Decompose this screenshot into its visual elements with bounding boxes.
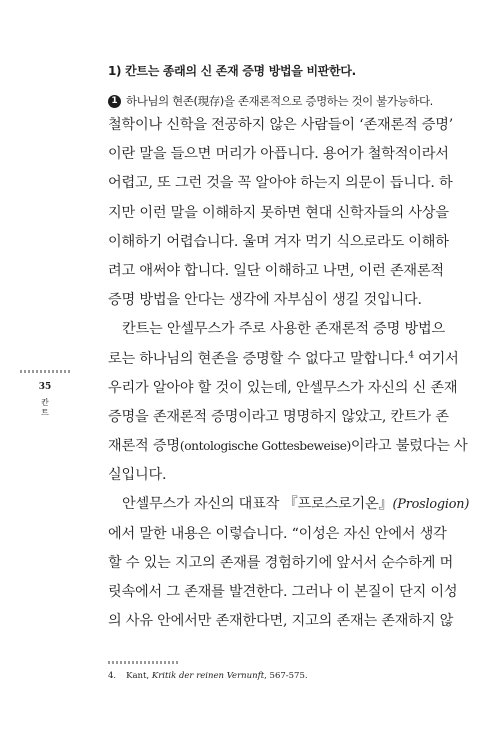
number-badge-icon: 1 — [108, 95, 121, 108]
text-line — [108, 345, 459, 374]
text-segment: 여기서 — [413, 350, 459, 367]
text-segment: 로는 하나님의 현존을 증명할 수 없다고 말합니다. — [108, 350, 409, 367]
text-line — [108, 490, 470, 519]
footnote-author: Kant, — [126, 671, 150, 681]
paragraph-2 — [108, 315, 468, 490]
latin-term: (ontologische Gottesbeweise) — [179, 439, 351, 454]
running-head-char: 칸 — [41, 398, 49, 407]
text-line — [108, 432, 468, 461]
text-line: 철학이나 신학을 전공하지 않은 사람들이 ‘존재론적 증명’ — [108, 117, 454, 133]
text-line: 이해하기 어렵습니다. 울며 겨자 먹기 식으로라도 이해하 — [108, 233, 449, 250]
footnote-marker[interactable]: 4 — [408, 349, 414, 360]
text-line: 이란 말을 들으면 머리가 아픕니다. 용어가 철학적이라서 — [108, 146, 449, 163]
paragraph-1 — [108, 111, 454, 315]
paragraph-3 — [108, 490, 470, 636]
body-text — [108, 111, 470, 636]
footnote-divider — [108, 661, 178, 664]
latin-title: (Proslogion) — [392, 497, 470, 513]
text-line: 려고 애써야 합니다. 일단 이해하고 나면, 이런 존재론적 — [108, 262, 444, 279]
text-line: 증명 방법을 안다는 생각에 자부심이 생길 것입니다. — [108, 292, 422, 309]
running-head — [20, 398, 70, 418]
text-line: 칸트는 안셀무스가 주로 사용한 존재론적 증명 방법으 — [122, 321, 445, 338]
text-line: 에서 말한 내용은 이렇습니다. “이성은 자신 안에서 생각 — [108, 525, 447, 542]
footnote-pages: , 567-575. — [264, 671, 308, 681]
text-line: 의 사유 안에서만 존재한다면, 지고의 존재는 존재하지 않 — [108, 613, 454, 630]
text-line: 증명을 존재론적 증명이라고 명명하지 않았고, 칸트가 존 — [108, 408, 449, 425]
text-segment: 이라고 불렀다는 사 — [350, 438, 468, 455]
text-line: 실입니다. — [108, 467, 167, 484]
text-line: 어렵고, 또 그런 것을 꼭 알아야 하는지 의문이 듭니다. 하 — [108, 175, 453, 192]
subheading — [108, 93, 433, 109]
footnote-number: 4. — [108, 671, 117, 681]
text-line: 릿속에서 그 존재를 발견한다. 그러나 이 본질이 단지 이성 — [108, 584, 458, 600]
footnote-title: Kritik der reinen Vernunft — [151, 671, 265, 681]
footnote — [108, 671, 448, 681]
text-segment: 안셀무스가 자신의 대표작 『프로스로기온』 — [122, 496, 393, 513]
margin-divider — [20, 370, 70, 373]
subheading-text: 하나님의 현존(現存)을 존재론적으로 증명하는 것이 불가능하다. — [126, 94, 433, 108]
text-line: 할 수 있는 지고의 존재를 경험하기에 앞서서 순수하게 머 — [108, 554, 454, 571]
page-number: 35 — [38, 382, 52, 392]
text-line: 우리가 알아야 할 것이 있는데, 안셀무스가 자신의 신 존재 — [108, 379, 458, 396]
text-segment: 재론적 증명 — [108, 438, 180, 455]
text-line: 지만 이런 말을 이해하지 못하면 현대 신학자들의 사상을 — [108, 204, 449, 221]
section-heading: 1) 칸트는 종래의 신 존재 증명 방법을 비판한다. — [108, 64, 356, 78]
running-head-char: 트 — [41, 408, 49, 417]
